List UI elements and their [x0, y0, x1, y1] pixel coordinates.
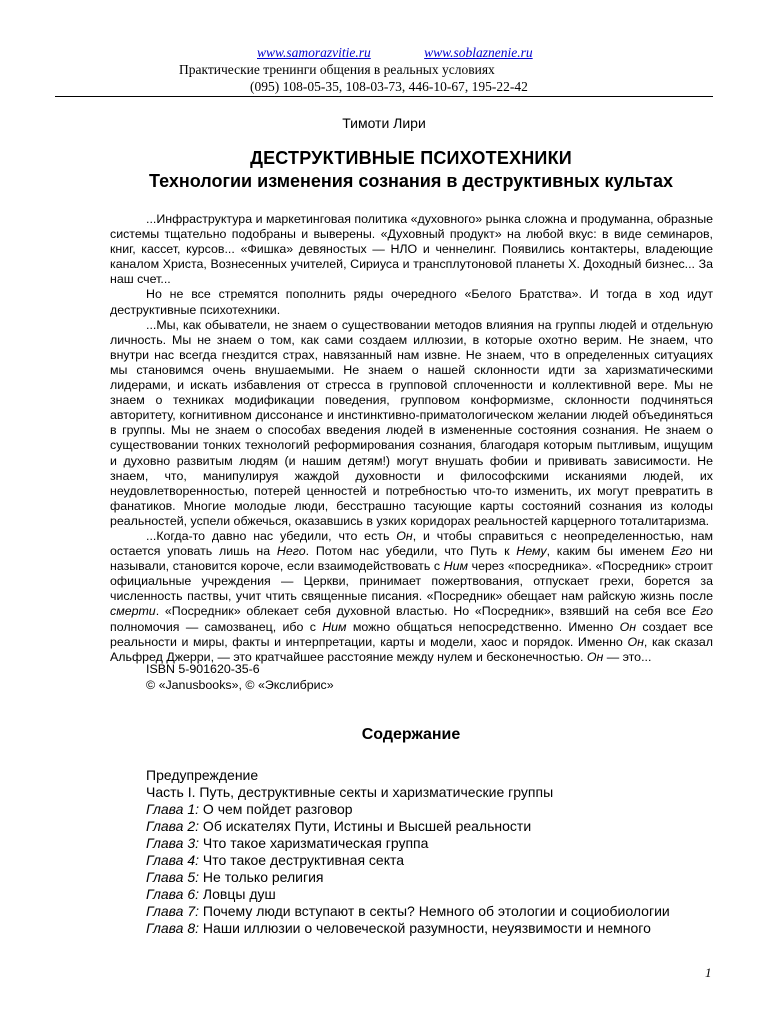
toc-item-text: Что такое харизматическая группа	[199, 835, 429, 851]
paragraph: Но не все стремятся пополнить ряды очередного «Белого Братства». И тогда в ход идут деструктивные психотехники.	[110, 287, 713, 317]
toc-item[interactable]	[146, 886, 716, 903]
toc-item[interactable]	[146, 818, 716, 835]
toc-item-text: Что такое деструктивная секта	[199, 852, 405, 868]
page-title: ДЕСТРУКТИВНЫЕ ПСИХОТЕХНИКИ	[250, 148, 572, 168]
toc-item-text: Предупреждение	[146, 767, 259, 783]
page-subtitle: Технологии изменения сознания в деструктивных культах	[149, 171, 673, 191]
toc-item[interactable]	[146, 903, 716, 920]
publication-info	[146, 662, 334, 693]
page-number: 1	[705, 965, 712, 980]
toc-item-text: Наши иллюзии о человеческой разумности, неуязвимости и немного	[199, 920, 651, 936]
paragraph: ...Инфраструктура и маркетинговая политика «духовного» рынка сложна и продуманна, образные системы тщательно подобраны и выверены. «Духовный продукт» на любой вкус: в виде семинаров, книг, кассет, курсов... «Фишка» девяностых — НЛО и ченнелинг. Появились контактеры, владеющие каналом Христа, Вознесенных учителей, Сириуса и трансплутоновой планеты Х. Доходный бизнес... За наш счет...	[110, 212, 713, 287]
page-header	[55, 44, 713, 95]
toc-item-text: Об искателях Пути, Истины и Высшей реальности	[199, 818, 532, 834]
toc-item[interactable]	[146, 784, 716, 801]
toc-item-label: Глава 3:	[146, 835, 200, 851]
header-links	[55, 44, 713, 61]
paragraph: ...Когда-то давно нас убедили, что есть Он, и чтобы справиться с неопределенностью, нам остается уповать лишь на Него. Потом нас убедили, что Путь к Нему, каким бы именем Его ни называли, становится короче, если взаимодействовать с Ним через «посредника». «Посредник» строит официальные учреждения — Церкви, принимает пожертвования, отпускает грехи, борется за численность паствы, учит чтить священные писания. «Посредник» обещает нам райскую жизнь после смерти. «Посредник» облекает себя духовной властью. Но «Посредник», взявший на себя все Его полномочия — самозванец, ибо с Ним можно общаться непосредственно. Именно Он создает все реальности и миры, факты и интерпретации, карты и модели, хаос и порядок. Именно Он, как сказал Альфред Джерри, — это кратчайшее расстояние между нулем и бесконечностью. Он — это...	[110, 528, 713, 664]
toc-item[interactable]	[146, 920, 716, 937]
body-text	[110, 212, 713, 665]
copyright: © «Janusbooks», © «Экслибрис»	[146, 677, 334, 692]
toc-item-label: Глава 7:	[146, 903, 200, 919]
header-divider	[55, 96, 713, 97]
toc-item-label: Глава 8:	[146, 920, 200, 936]
toc-item-text: Часть I. Путь, деструктивные секты и харизматические группы	[146, 784, 554, 800]
soblaznenie-link[interactable]: www.soblaznenie.ru	[424, 45, 533, 60]
toc-title: Содержание	[361, 726, 461, 743]
toc-item[interactable]	[146, 801, 716, 818]
samorazvitie-link[interactable]: www.samorazvitie.ru	[257, 45, 371, 60]
toc-item[interactable]	[146, 767, 716, 784]
toc-item[interactable]	[146, 869, 716, 886]
header-tagline: Практические тренинги общения в реальных условиях	[179, 62, 495, 77]
author: Тимоти Лири	[342, 115, 426, 131]
toc-item-label: Глава 5:	[146, 869, 200, 885]
toc-item-text: О чем пойдет разговор	[199, 801, 353, 817]
table-of-contents	[146, 767, 716, 937]
isbn: ISBN 5-901620-35-6	[146, 662, 260, 676]
paragraph: ...Мы, как обыватели, не знаем о существовании методов влияния на группы людей и отдельную личность. Мы не знаем о том, как сами создаем иллюзии, в которые охотно верим. Не знаем, что внутри нас всегда гнездится страх, навязанный нам извне. Не знаем, что в определенных ситуациях мы становимся очень внушаемыми. Не знаем о нашей склонности идти за харизматическими лидерами, и искать избавления от стресса в групповой сплоченности и коллективной вере. Мы не знаем о техниках модификации поведения, групповом конформизме, склонности подчиняться авторитету, когнитивном диссонансе и инстинктивно-приматологическом желании людей объединяться в группы. Мы не знаем о способах введения людей в измененные состояния сознания. Не знаем о существовании тонких технологий реформирования сознания, благодаря которым пытливым, ищущим и духовно развитым людям (и нашим детям!) могут внушать фобии и прививать зависимости. Не знаем, что, манипулируя жаждой духовности и философскими исканиями людей, их неудовлетворенностью, потерей ценностей и потребностью что-то изменить, их могут превратить в фанатиков. Многие молодые люди, бесстрашно тасующие карты состояний сознания из колоды реальностей, успели обжечься, оказавшись в узких коридорах реальностей карцерного тоталитаризма.	[110, 317, 713, 528]
toc-item-text: Ловцы душ	[199, 886, 276, 902]
header-phones: (095) 108-05-35, 108-03-73, 446-10-67, 195-22-42	[250, 79, 528, 94]
toc-item-label: Глава 2:	[146, 818, 200, 834]
toc-item-label: Глава 4:	[146, 852, 200, 868]
toc-item-label: Глава 1:	[146, 801, 200, 817]
toc-item-label: Глава 6:	[146, 886, 200, 902]
toc-item[interactable]	[146, 835, 716, 852]
toc-item-text: Не только религия	[199, 869, 324, 885]
toc-item[interactable]	[146, 852, 716, 869]
toc-item-text: Почему люди вступают в секты? Немного об этологии и социобиологии	[199, 903, 670, 919]
